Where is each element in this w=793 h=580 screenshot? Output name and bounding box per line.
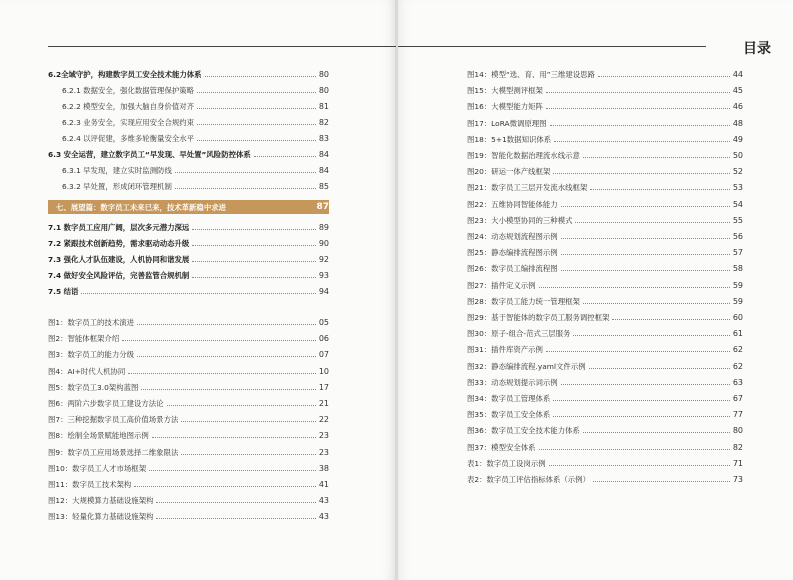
toc-label: 图7：三种挖掘数字员工高价值场景方法 <box>48 415 179 425</box>
toc-page-number: 84 <box>318 150 329 159</box>
toc-leader <box>229 209 313 210</box>
toc-label: 图26：数字员工编排流程图 <box>467 264 558 274</box>
toc-leader <box>197 140 316 141</box>
toc-label: 图28：数字员工能力统一管理框架 <box>467 296 580 306</box>
toc-label: 图19：智能化数据治理流水线示意 <box>467 151 580 160</box>
toc-entry[interactable] <box>467 117 743 130</box>
toc-label: 7.3 强化人才队伍建设，人机协同和谐发展 <box>48 255 190 264</box>
toc-leader <box>561 254 730 255</box>
toc-leader <box>546 108 730 109</box>
toc-page-number: 90 <box>318 239 329 248</box>
toc-page-number: 45 <box>732 86 743 96</box>
toc-entry[interactable] <box>467 230 743 243</box>
toc-page-number: 80 <box>318 70 329 79</box>
toc-leader <box>149 470 316 471</box>
toc-page-number: 43 <box>318 496 329 506</box>
toc-page-number: 59 <box>732 280 743 290</box>
toc-label: 图11：数字员工技术架构 <box>48 480 132 489</box>
toc-leader <box>546 351 730 352</box>
toc-leader <box>561 238 730 239</box>
toc-label: 图29：基于智能体的数字员工服务调控框架 <box>467 313 610 322</box>
toc-leader <box>205 76 316 77</box>
toc-leader <box>561 270 730 271</box>
toc-page-number: 80 <box>318 86 329 95</box>
toc-page-number: 82 <box>318 118 329 127</box>
toc-label: 6.2.3 业务安全，实现应用安全合规约束 <box>62 118 195 127</box>
toc-page-number: 57 <box>732 248 743 258</box>
toc-leader <box>546 92 730 93</box>
toc-entry[interactable] <box>48 446 329 459</box>
toc-entry[interactable] <box>62 164 329 177</box>
toc-label: 图20：研运一体产线框架 <box>467 167 551 177</box>
toc-label: 图27：插件定义示例 <box>467 280 536 290</box>
toc-entry[interactable] <box>467 360 743 373</box>
toc-label: 图31：插件库资产示例 <box>467 345 543 355</box>
book-gutter <box>395 0 398 580</box>
toc-leader <box>192 245 316 246</box>
toc-leader <box>192 277 316 278</box>
toc-page-number: 80 <box>732 426 743 436</box>
toc-leader <box>137 324 316 325</box>
toc-leader <box>612 319 729 320</box>
toc-page-number: 23 <box>318 431 329 441</box>
toc-label: 6.2.1 数据安全，强化数据管理保护策略 <box>62 86 195 95</box>
toc-page-number: 83 <box>318 134 329 143</box>
toc-leader <box>575 222 729 223</box>
toc-leader <box>589 368 730 369</box>
toc-label: 七、展望篇：数字员工未来已来，技术革新稳中求进 <box>56 202 226 212</box>
toc-label: 表1：数字员工设岗示例 <box>467 458 546 468</box>
toc-page-number: 58 <box>732 264 743 274</box>
toc-label: 表2：数字员工评估指标体系（示例） <box>467 475 590 484</box>
toc-leader <box>553 400 730 401</box>
toc-page-number: 85 <box>318 182 329 191</box>
toc-leader <box>590 189 730 190</box>
toc-leader <box>175 188 316 189</box>
toc-leader <box>561 206 730 207</box>
toc-entry[interactable] <box>467 457 743 470</box>
toc-entry[interactable] <box>467 376 743 389</box>
toc-leader <box>181 454 315 455</box>
toc-label: 图36：数字员工安全技术能力体系 <box>467 426 580 436</box>
toc-page-number: 06 <box>318 334 329 344</box>
toc-entry[interactable] <box>48 68 329 81</box>
toc-page-number: 82 <box>732 442 743 452</box>
toc-label: 图18：5+1数据知识体系 <box>467 134 552 144</box>
toc-label: 图6：两阶六步数字员工建设方法论 <box>48 399 164 408</box>
toc-label: 6.3.1 早发现，建立实时监测防线 <box>62 166 172 175</box>
toc-leader <box>598 76 730 77</box>
toc-entry[interactable] <box>62 116 329 129</box>
toc-page-number: 38 <box>318 463 329 473</box>
toc-page-number: 05 <box>318 318 329 327</box>
toc-leader <box>583 157 730 158</box>
toc-page-number: 41 <box>318 480 329 489</box>
toc-entry[interactable] <box>48 316 329 329</box>
toc-label: 图22：五维协同智能体能力 <box>467 199 558 209</box>
toc-entry[interactable] <box>48 429 329 442</box>
toc-label: 图10：数字员工人才市场框架 <box>48 463 147 473</box>
toc-page-number: 53 <box>732 183 743 193</box>
toc-page-number: 59 <box>732 296 743 306</box>
toc-label: 图35：数字员工安全体系 <box>467 410 551 420</box>
toc-entry[interactable] <box>467 246 743 259</box>
toc-entry[interactable] <box>467 100 743 113</box>
toc-leader <box>81 293 315 294</box>
toc-entry[interactable] <box>48 237 329 250</box>
toc-label: 图33：动态规划提示词示例 <box>467 377 558 387</box>
toc-label: 7.5 结语 <box>48 287 79 296</box>
toc-page-number: 60 <box>732 313 743 322</box>
toc-leader <box>197 124 316 125</box>
toc-label: 图14：模型“选、育、用”三维建设思路 <box>467 70 595 79</box>
page-title: 目录 <box>743 41 771 57</box>
toc-label: 6.2.2 模型安全，加强大脑自身价值对齐 <box>62 102 195 111</box>
toc-label: 6.3.2 早处置，形成闭环管理机制 <box>62 182 172 191</box>
toc-page-number: 87 <box>316 202 329 212</box>
toc-entry[interactable] <box>48 285 329 298</box>
toc-leader <box>561 384 730 385</box>
header-rule-left <box>48 46 396 47</box>
toc-entry[interactable] <box>48 148 329 161</box>
toc-leader <box>122 340 316 341</box>
toc-entry[interactable] <box>467 68 743 81</box>
toc-entry[interactable] <box>467 392 743 405</box>
toc-page-number: 23 <box>318 447 329 457</box>
toc-page-number: 17 <box>318 382 329 392</box>
toc-page-number: 49 <box>732 134 743 144</box>
toc-label: 图4：AI+时代人机协同 <box>48 366 126 376</box>
toc-entry[interactable] <box>467 181 743 194</box>
toc-label: 图30：原子-组合-范式三层服务 <box>467 329 571 339</box>
toc-leader <box>549 465 730 466</box>
toc-leader <box>539 287 730 288</box>
toc-label: 图1：数字员工的技术演进 <box>48 318 135 327</box>
toc-label: 图24：动态规划流程图示例 <box>467 232 558 241</box>
toc-entry[interactable] <box>467 165 743 178</box>
toc-leader <box>167 405 316 406</box>
toc-label: 图16：大模型能力矩阵 <box>467 102 543 112</box>
toc-leader <box>128 373 316 374</box>
toc-label: 图3：数字员工的能力分级 <box>48 350 135 360</box>
toc-leader <box>152 437 316 438</box>
toc-label: 6.2全域守护，构建数字员工安全技术能力体系 <box>48 70 202 79</box>
toc-page-number: 92 <box>318 255 329 264</box>
toc-entry[interactable] <box>48 221 329 234</box>
toc-entry[interactable] <box>62 180 329 193</box>
toc-label: 图34：数字员工管理体系 <box>467 394 551 403</box>
toc-leader <box>134 486 316 487</box>
toc-page-number: 44 <box>732 70 743 79</box>
toc-leader <box>156 518 315 519</box>
toc-label: 图8：绘制全场景赋能地图示例 <box>48 431 149 441</box>
toc-label: 图25：静态编排流程图示例 <box>467 248 558 258</box>
toc-leader <box>573 335 729 336</box>
toc-page-number: 62 <box>732 345 743 355</box>
toc-label: 图2：智能体框架介绍 <box>48 334 120 344</box>
toc-leader <box>181 421 315 422</box>
toc-page-number: 71 <box>732 458 743 468</box>
toc-entry[interactable] <box>467 311 743 324</box>
toc-page-number: 21 <box>318 399 329 408</box>
toc-leader <box>539 449 730 450</box>
toc-leader <box>197 108 316 109</box>
toc-page-number: 93 <box>318 271 329 280</box>
toc-page-number: 48 <box>732 118 743 128</box>
toc-label: 图12：大规模算力基础设施架构 <box>48 496 154 506</box>
toc-label: 图23：大小模型协同的三种模式 <box>467 215 573 225</box>
toc-page-number: 81 <box>318 102 329 111</box>
toc-page-number: 73 <box>732 475 743 484</box>
toc-entry[interactable] <box>48 348 329 361</box>
toc-entry[interactable] <box>467 295 743 308</box>
toc-page-number: 52 <box>732 167 743 177</box>
toc-entry[interactable] <box>48 397 329 410</box>
toc-entry[interactable] <box>467 262 743 275</box>
toc-label: 图9：数字员工应用场景选择二维象限法 <box>48 447 179 457</box>
toc-entry[interactable] <box>62 132 329 145</box>
toc-label: 6.3 安全运营，建立数字员工“早发现、早处置”风险防控体系 <box>48 150 251 159</box>
toc-entry[interactable] <box>62 84 329 97</box>
toc-leader <box>197 92 316 93</box>
toc-label: 图21：数字员工三层开发流水线框架 <box>467 183 588 193</box>
toc-entry[interactable] <box>48 462 329 475</box>
toc-entry[interactable] <box>467 343 743 356</box>
toc-entry[interactable] <box>467 424 743 437</box>
toc-label: 图13：轻量化算力基础设施架构 <box>48 512 154 522</box>
toc-label: 6.2.4 以评促建，多维多轮衡量安全水平 <box>62 134 195 143</box>
toc-label: 图32：静态编排流程.yaml文件示例 <box>467 361 586 371</box>
toc-entry[interactable] <box>467 279 743 292</box>
toc-label: 图5：数字员工3.0架构蓝图 <box>48 382 139 392</box>
toc-leader <box>550 125 730 126</box>
toc-entry[interactable] <box>48 332 329 345</box>
header-rule-right <box>398 46 706 47</box>
chapter-7-banner <box>48 200 329 214</box>
toc-entry[interactable] <box>48 381 329 394</box>
toc-leader <box>137 356 316 357</box>
toc-entry[interactable] <box>467 327 743 340</box>
toc-entry[interactable] <box>467 408 743 421</box>
toc-page-number: 22 <box>318 415 329 425</box>
toc-page-number: 46 <box>732 102 743 112</box>
toc-leader <box>554 141 730 142</box>
toc-leader <box>156 502 315 503</box>
toc-page-number: 89 <box>318 223 329 232</box>
toc-page-number: 07 <box>318 350 329 360</box>
toc-leader <box>553 416 730 417</box>
toc-leader <box>553 173 730 174</box>
toc-entry[interactable] <box>467 441 743 454</box>
toc-leader <box>593 481 730 482</box>
toc-label: 7.2 紧跟技术创新趋势，需求驱动动态升级 <box>48 239 190 248</box>
toc-entry[interactable] <box>48 269 329 282</box>
toc-page-number: 84 <box>318 166 329 175</box>
toc-entry[interactable] <box>62 100 329 113</box>
toc-page-number: 77 <box>732 410 743 420</box>
toc-label: 图37：模型安全体系 <box>467 442 536 452</box>
toc-label: 7.4 做好安全风险评估，完善监管合规机制 <box>48 271 190 280</box>
toc-page-number: 43 <box>318 512 329 522</box>
toc-page-number: 55 <box>732 215 743 225</box>
toc-entry[interactable] <box>48 253 329 266</box>
toc-label: 图15：大模型测评框架 <box>467 86 543 96</box>
toc-leader <box>192 261 316 262</box>
toc-leader <box>141 389 315 390</box>
toc-leader <box>583 432 730 433</box>
toc-entry[interactable] <box>467 214 743 227</box>
toc-entry[interactable] <box>48 494 329 507</box>
toc-entry[interactable] <box>467 149 743 162</box>
toc-label: 图17：LoRA微调原理图 <box>467 118 547 128</box>
toc-entry-chapter-7[interactable] <box>48 201 329 214</box>
toc-page-number: 10 <box>318 366 329 376</box>
toc-page-number: 62 <box>732 361 743 371</box>
toc-entry[interactable] <box>48 365 329 378</box>
toc-label: 7.1 数字员工应用广阔，层次多元潜力深远 <box>48 223 190 232</box>
toc-leader <box>175 172 316 173</box>
toc-entry[interactable] <box>48 478 329 491</box>
toc-page-number: 54 <box>732 199 743 209</box>
toc-entry[interactable] <box>467 473 743 486</box>
toc-page-number: 50 <box>732 151 743 160</box>
toc-entry[interactable] <box>48 510 329 523</box>
toc-entry[interactable] <box>467 84 743 97</box>
toc-leader <box>254 156 316 157</box>
toc-page-number: 67 <box>732 394 743 403</box>
toc-entry[interactable] <box>48 413 329 426</box>
toc-entry[interactable] <box>467 198 743 211</box>
toc-leader <box>583 303 730 304</box>
toc-entry[interactable] <box>467 133 743 146</box>
toc-page-number: 56 <box>732 232 743 241</box>
toc-page-number: 61 <box>732 329 743 339</box>
toc-page-number: 63 <box>732 377 743 387</box>
toc-page-number: 94 <box>318 287 329 296</box>
toc-leader <box>192 229 316 230</box>
